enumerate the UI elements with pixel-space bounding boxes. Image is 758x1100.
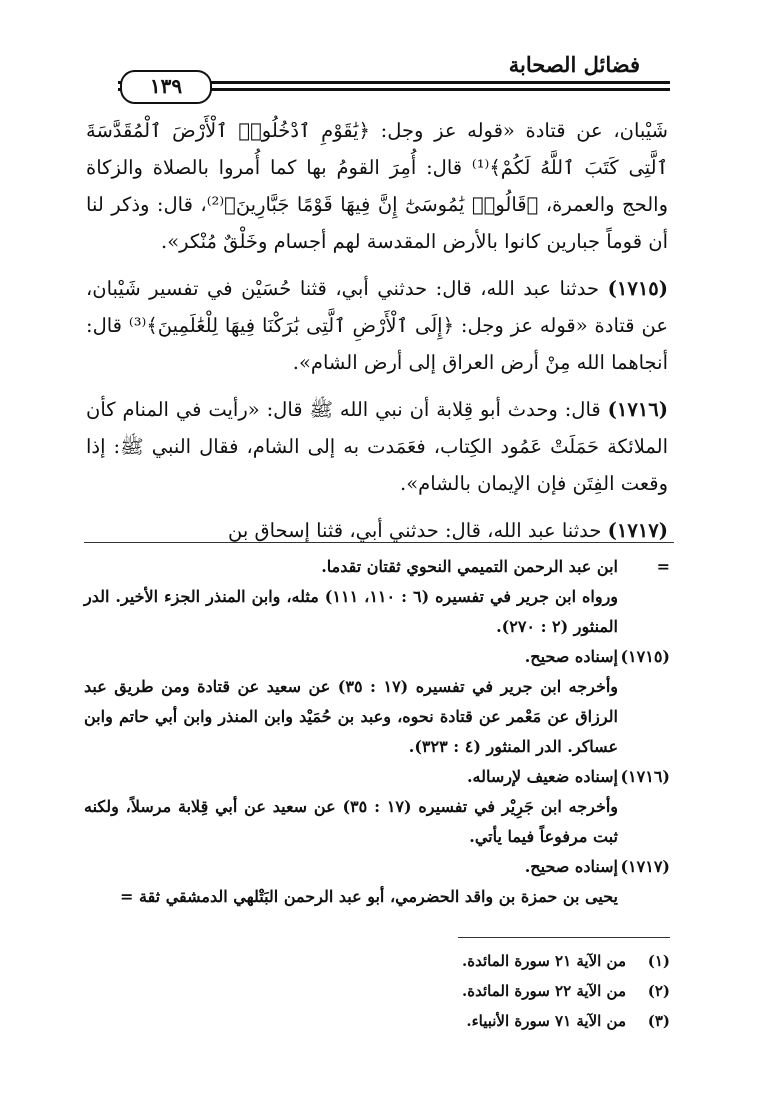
paragraph-text: حدثنا عبد الله، قال: حدثني أبي، قثنا إسحاق بن (228, 519, 602, 542)
footnote-text: من الآية ٧١ سورة الأنبياء. (466, 1012, 626, 1030)
note-entry (84, 762, 670, 852)
hadith-number: (١٧١٧) (607, 519, 668, 542)
footnote-text: من الآية ٢٢ سورة المائدة. (462, 982, 626, 1000)
paragraph-text: حدثنا عبد الله، قال: حدثني أبي، قثنا حُسَيْن في تفسير شَيْبان، عن قتادة «قوله عز وجل: ﴿إِلَى ٱلْأَرْضِ ٱلَّتِى بَٰرَكْنَا فِيهَا لِلْعَٰلَمِينَ﴾⁽³⁾ قال: أنجاهما الله مِنْ أرض العراق إلى أرض الشام». (86, 277, 668, 374)
note-body (84, 552, 618, 642)
footnote-text: من الآية ٢١ سورة المائدة. (462, 952, 626, 970)
section-divider (84, 542, 674, 543)
note-line: وأخرجه ابن جَرِيْر في تفسيره (١٧ : ٣٥) عن سعيد عن أبي قِلابة مرسلاً، ولكنه ثبت مرفوعاً فيما يأتي. (84, 797, 619, 846)
paragraph-text: شَيْبان، عن قتادة «قوله عز وجل: ﴿يَٰقَوْمِ ٱدْخُلُوا۟ ٱلْأَرْضَ ٱلْمُقَدَّسَةَ ٱلَّتِى كَتَبَ ٱللَّهُ لَكُمْ﴾⁽¹⁾ قال: أُمِرَ القومُ بها كما أُمروا بالصلاة والزكاة والحج والعمرة، ﴿قَالُوا۟ يَٰمُوسَىٰٓ إِنَّ فِيهَا قَوْمًا جَبَّارِينَ﴾⁽²⁾، قال: وذكر لنا أن قوماً جبارين كانوا بالأرض المقدسة لهم أجسام وخَلْقٌ مُنْكر». (86, 119, 669, 253)
note-label: (١٧١٦) (620, 767, 670, 786)
note-line: ابن عبد الرحمن التميمي النحوي ثقتان تقدما. (321, 557, 618, 576)
note-line: إسناده صحيح. (524, 857, 618, 876)
note-body (84, 852, 618, 912)
running-title: فضائل الصحابة (508, 52, 640, 77)
note-line: وأخرجه ابن جرير في تفسيره (١٧ : ٣٥) عن سعيد عن قتادة ومن طريق عبد الرزاق عن مَعْمر عن قتادة نحوه، وعبد بن حُمَيْد وابن المنذر وابن أبي حاتم وابن عساكر. الدر المنثور (٤ : ٣٢٣). (84, 677, 619, 756)
note-body (84, 642, 618, 762)
note-entry (84, 852, 670, 912)
note-line: يحيى بن حمزة بن واقد الحضرمي، أبو عبد الرحمن البَتْلهي الدمشقي ثقة = (120, 887, 618, 906)
footnote-divider (458, 937, 670, 938)
hadith-number: (١٧١٥) (607, 277, 669, 300)
paragraph (86, 512, 668, 549)
note-line: ورواه ابن جرير في تفسيره (٦ : ١١٠، ١١١) مثله، وابن المنذر الجزء الأخير. الدر المنثور (٢ : ٢٧٠). (84, 587, 619, 636)
paragraph (86, 112, 668, 260)
page-number: ١٣٩ (120, 70, 212, 104)
note-body (84, 762, 618, 852)
paragraph (86, 391, 668, 502)
footnote-label: (١) (647, 952, 670, 970)
hadith-number: (١٧١٦) (607, 398, 668, 421)
note-entry (84, 552, 670, 642)
notes-section (84, 552, 670, 912)
footnote (270, 946, 670, 976)
paragraph-text: قال: وحدث أبو قِلابة أن نبي الله ﷺ قال: «رأيت في المنام كأن الملائكة حَمَلَتْ عَمُود الكِتاب، فعَمَدت به إلى الشام، فقال النبي ﷺ: إذا وقعت الفِتَن فإن الإيمان بالشام». (86, 398, 668, 495)
main-text (86, 112, 668, 559)
note-entry (84, 642, 670, 762)
footnote (270, 976, 670, 1006)
note-label: (١٧١٥) (620, 647, 670, 666)
note-line: إسناده ضعيف لإرساله. (466, 767, 618, 786)
footnote-label: (٣) (647, 1012, 670, 1030)
footnotes-section (270, 946, 670, 1036)
footnote (270, 1006, 670, 1036)
note-label: (١٧١٧) (620, 857, 670, 876)
note-label: = (656, 557, 670, 576)
footnote-label: (٢) (647, 982, 670, 1000)
note-line: إسناده صحيح. (524, 647, 618, 666)
paragraph (86, 270, 668, 381)
